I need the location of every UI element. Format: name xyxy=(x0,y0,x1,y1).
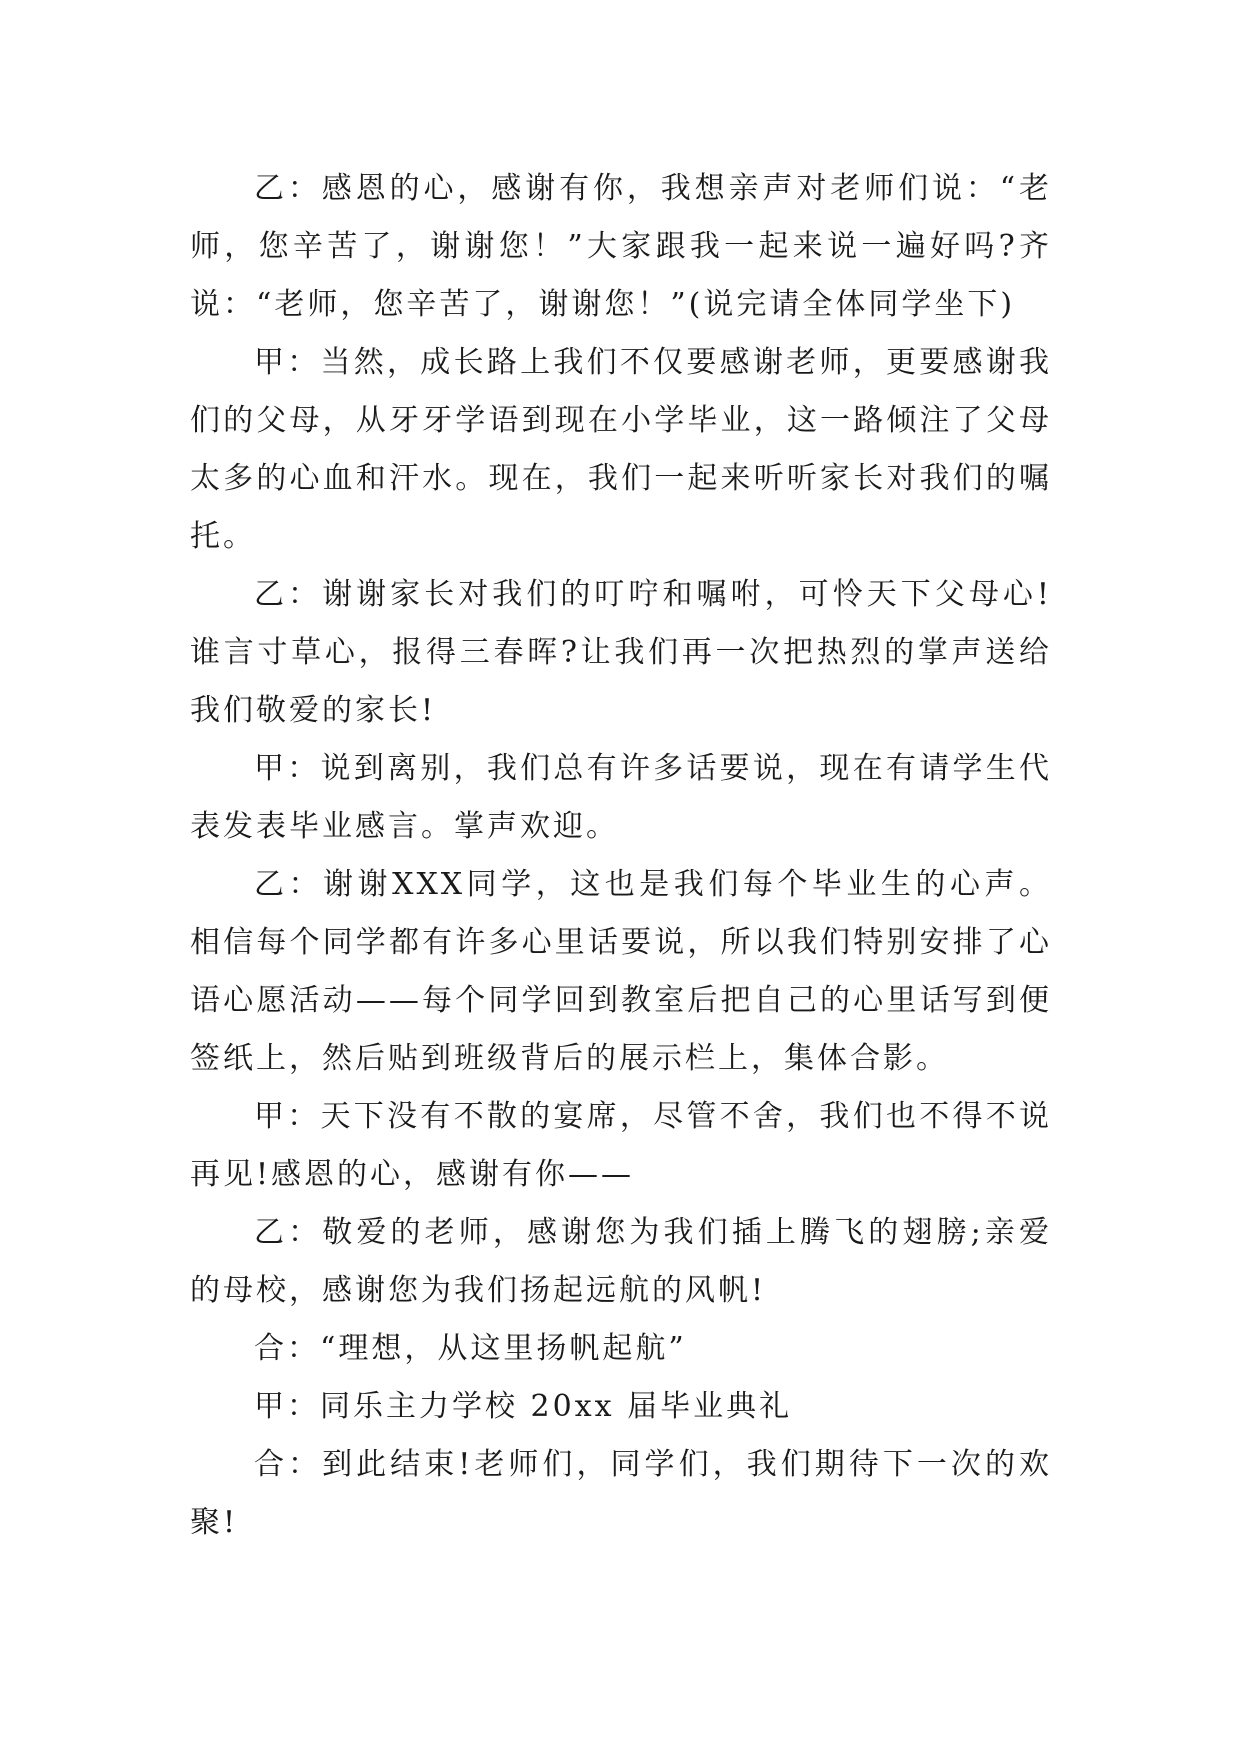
paragraph-jia-ceremony-title: 甲：同乐主力学校 20xx 届毕业典礼 xyxy=(254,1389,793,1424)
paragraph-jia-student-speech: 甲：说到离别，我们总有许多话要说，现在有请学生代表发表毕业感言。掌声欢迎。 xyxy=(190,751,1052,844)
paragraph-he-ideal: 合：“理想，从这里扬帆起航” xyxy=(254,1331,687,1366)
document-body xyxy=(190,160,1052,1552)
paragraph-jia-thanks-parents: 甲：当然，成长路上我们不仅要感谢老师，更要感谢我们的父母，从牙牙学语到现在小学毕业，这一路倾注了父母太多的心血和汗水。现在，我们一起来听听家长对我们的嘱托。 xyxy=(190,345,1052,554)
paragraph-yi-parents-applause: 乙：谢谢家长对我们的叮咛和嘱咐，可怜天下父母心!谁言寸草心，报得三春晖?让我们再一次把热烈的掌声送给我们敬爱的家长! xyxy=(190,577,1052,728)
paragraph-he-closing: 合：到此结束!老师们，同学们，我们期待下一次的欢聚! xyxy=(190,1447,1052,1540)
paragraph-yi-thanks-teachers: 乙：感恩的心，感谢有你，我想亲声对老师们说：“老师，您辛苦了，谢谢您！”大家跟我一起来说一遍好吗?齐说：“老师，您辛苦了，谢谢您！”(说完请全体同学坐下) xyxy=(190,171,1052,322)
paragraph-yi-wish-activity: 乙：谢谢XXX同学，这也是我们每个毕业生的心声。相信每个同学都有许多心里话要说，所以我们特别安排了心语心愿活动——每个同学回到教室后把自己的心里话写到便签纸上，然后贴到班级背后的展示栏上，集体合影。 xyxy=(190,867,1052,1076)
paragraph-jia-farewell: 甲：天下没有不散的宴席，尽管不舍，我们也不得不说再见!感恩的心，感谢有你—— xyxy=(190,1099,1052,1192)
paragraph-yi-gratitude: 乙：敬爱的老师，感谢您为我们插上腾飞的翅膀;亲爱的母校，感谢您为我们扬起远航的风帆! xyxy=(190,1215,1052,1308)
